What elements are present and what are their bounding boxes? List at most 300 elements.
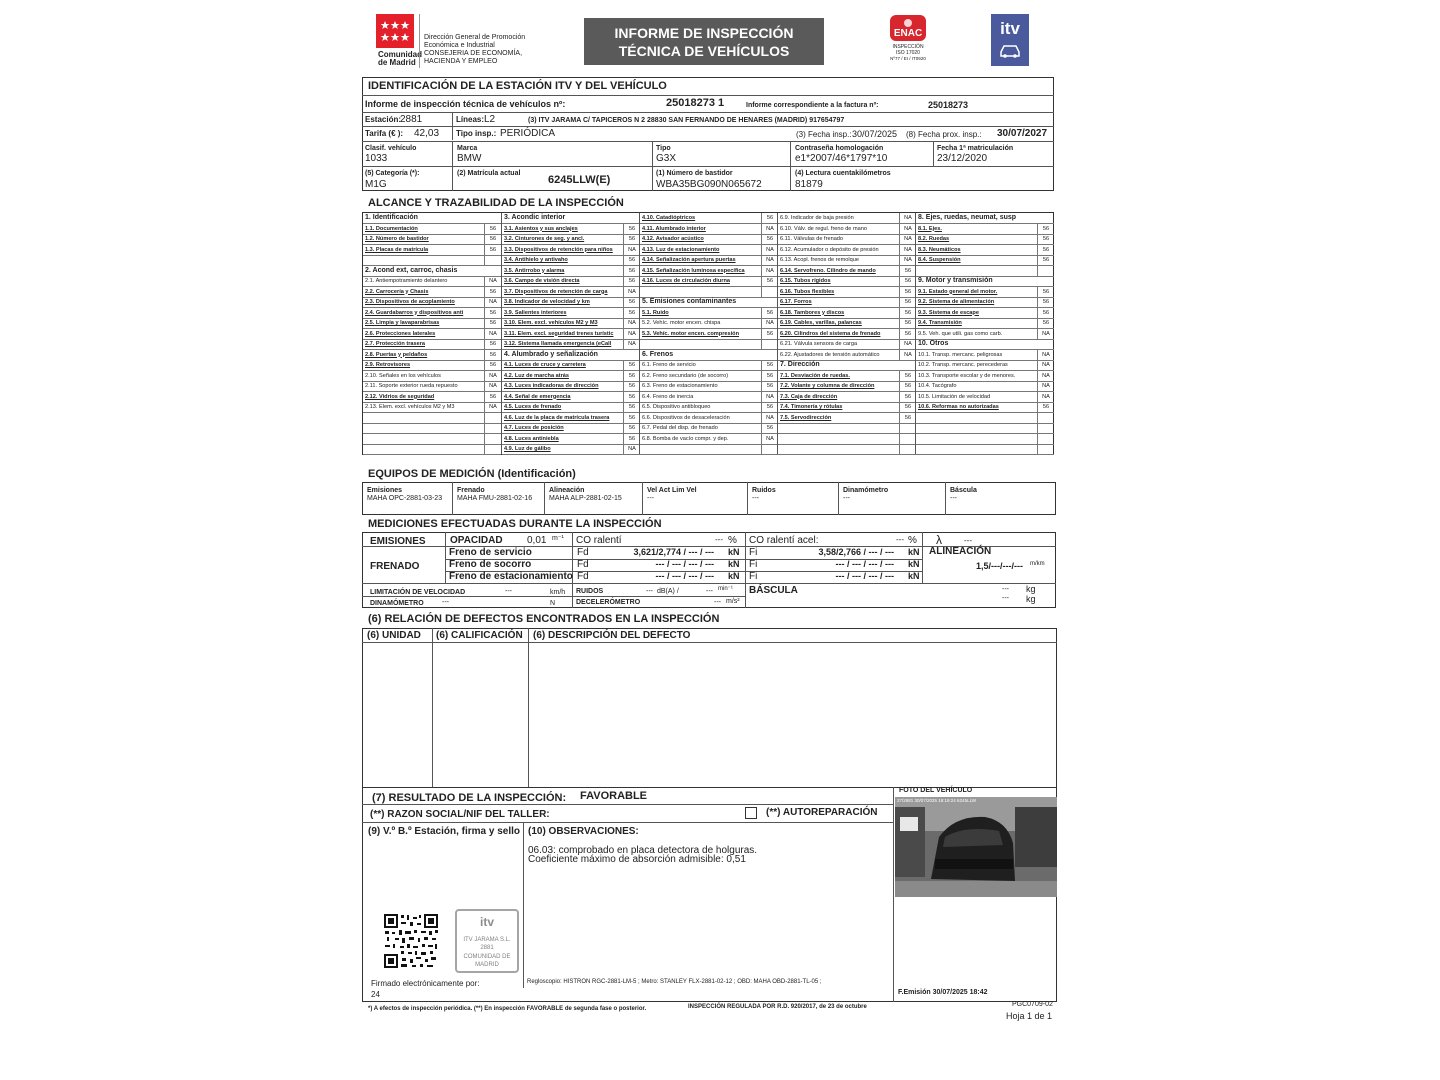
scope-item-label: 7. Dirección bbox=[780, 361, 820, 368]
lambda-label: λ bbox=[936, 533, 942, 547]
station-stamp bbox=[455, 909, 519, 973]
scope-item-label: 3.11. Elem. excl. seguridad trenes turístic bbox=[504, 330, 614, 337]
scope-item-label: 3.7. Dispositivos de retención de carga bbox=[504, 288, 608, 295]
brand-label: Marca bbox=[457, 145, 478, 152]
inspection-date-label: (3) Fecha insp.: bbox=[796, 130, 852, 139]
car-icon bbox=[998, 42, 1022, 58]
scope-item-label: 6.9. Indicador de baja presión bbox=[780, 215, 854, 221]
scope-item-result: 56 bbox=[761, 371, 778, 381]
brake-row-label: Freno de estacionamiento bbox=[449, 571, 573, 582]
scope-item-result: 56 bbox=[1037, 287, 1054, 297]
scope-item-result: 56 bbox=[623, 371, 640, 381]
scope-item-result bbox=[484, 444, 501, 454]
alignment-label: ALINEACIÓN bbox=[929, 546, 992, 557]
equipment-value: --- bbox=[647, 495, 654, 502]
scope-item-result: 56 bbox=[761, 234, 778, 244]
scope-item-label: 1.3. Placas de matrícula bbox=[365, 246, 429, 253]
dynamometer-label: DINAMÓMETRO bbox=[370, 600, 424, 607]
scope-item-result: 56 bbox=[623, 276, 640, 286]
photo-label: FOTO DEL VEHÍCULO bbox=[899, 787, 973, 794]
scope-item-label: 2.3. Dispositivos de acoplamiento bbox=[365, 299, 455, 305]
plate-value: 6245LLW(E) bbox=[548, 174, 611, 186]
speed-limit-value: --- bbox=[505, 588, 512, 595]
fi-value: --- / --- / --- / --- bbox=[835, 559, 894, 569]
scope-column bbox=[777, 213, 916, 454]
dynamometer-value: --- bbox=[442, 599, 449, 606]
scope-item-label: 9.2. Sistema de alimentación bbox=[918, 299, 995, 305]
tariff-label: Tarifa (€ ): bbox=[365, 129, 404, 138]
self-repair-checkbox[interactable] bbox=[745, 807, 757, 819]
scope-item-result: 56 bbox=[899, 287, 916, 297]
enac-text: ENAC bbox=[893, 28, 923, 39]
class-value: 1033 bbox=[365, 153, 388, 164]
scope-item-result: 56 bbox=[899, 318, 916, 328]
signed-label: Firmado electrónicamente por: bbox=[371, 979, 480, 988]
scope-item-result bbox=[484, 255, 501, 265]
scope-item-result: 56 bbox=[1037, 245, 1054, 255]
fd-label: Fd bbox=[577, 559, 589, 570]
scope-item-label: 9.3. Sistema de escape bbox=[918, 309, 979, 316]
scope-column bbox=[639, 213, 778, 454]
equipment-label: Frenado bbox=[457, 487, 485, 494]
scope-item-result: 56 bbox=[484, 224, 501, 234]
scope-item-result: NA bbox=[1037, 360, 1054, 370]
enac-sub1: INSPECCIÓN bbox=[892, 44, 924, 50]
scope-item-label: 4.7. Luces de posición bbox=[504, 425, 564, 431]
scope-item-result bbox=[1037, 434, 1054, 444]
observation-line1: 06.03: comprobado en placa detectora de holguras. bbox=[528, 845, 758, 856]
scope-item-label: 4.3. Luces indicadoras de dirección bbox=[504, 383, 599, 389]
measurements-title: MEDICIONES EFECTUADAS DURANTE LA INSPECCIÓN bbox=[368, 518, 662, 530]
dynamometer-unit: N bbox=[550, 600, 556, 607]
alignment-value: 1,5/---/---/--- bbox=[976, 561, 1023, 571]
scope-title: ALCANCE Y TRAZABILIDAD DE LA INSPECCIÓN bbox=[368, 197, 624, 209]
scope-item-result: 56 bbox=[623, 392, 640, 402]
scope-item-label: 4.10. Catadióptricos bbox=[642, 215, 696, 221]
decelerometer-unit: m/s² bbox=[726, 598, 740, 605]
report-title-line1: INFORME DE INSPECCIÓN bbox=[614, 25, 794, 41]
scope-item-result: NA bbox=[623, 287, 640, 297]
footer-page: Hoja 1 de 1 bbox=[1006, 1011, 1053, 1021]
scope-item-result: 56 bbox=[899, 371, 916, 381]
noise-rpm-unit: min⁻¹ bbox=[718, 586, 733, 592]
scope-item-label: 4.4. Señal de emergencia bbox=[504, 393, 571, 400]
scope-item-result: 56 bbox=[761, 213, 778, 223]
scope-item-result: 56 bbox=[899, 297, 916, 307]
opacity-unit: m⁻¹ bbox=[552, 535, 564, 542]
scope-item bbox=[363, 444, 501, 455]
scope-item-label: 2.7. Protección trasera bbox=[365, 341, 426, 347]
scope-item-label: 3.4. Antihielo y antivaho bbox=[504, 257, 568, 263]
co-idle-unit: % bbox=[728, 535, 737, 546]
scope-item-result: 56 bbox=[761, 423, 778, 433]
footer-code: PGC0709-02 bbox=[1012, 1001, 1053, 1008]
scope-item-result: NA bbox=[1037, 381, 1054, 391]
scope-item-label: 8.4. Suspensión bbox=[918, 257, 961, 263]
result-label: (7) RESULTADO DE LA INSPECCIÓN: bbox=[372, 792, 567, 804]
scope-item-result: NA bbox=[484, 381, 501, 391]
odometer-value: 81879 bbox=[795, 179, 823, 190]
scope-item-result: NA bbox=[1037, 371, 1054, 381]
lines-label: Líneas: bbox=[456, 115, 485, 124]
scope-item-label: 10.3. Transporte escolar y de menores. bbox=[918, 372, 1016, 379]
footer-regulation: INSPECCIÓN REGULADA POR R.D. 920/2017, de 23 de octubre bbox=[688, 1004, 867, 1010]
fi-label: Fi bbox=[749, 547, 758, 558]
lambda-value: --- bbox=[964, 536, 972, 545]
odometer-label: (4) Lectura cuentakilómetros bbox=[795, 170, 891, 177]
scope-item-label: 4.8. Luces antiniebla bbox=[504, 435, 559, 442]
org-name-line1: Comunidad bbox=[378, 50, 422, 59]
enac-sub3: Nº77 / EI / IT0920 bbox=[890, 56, 926, 61]
fi-unit: kN bbox=[908, 547, 920, 557]
scope-item-label: 6.14. Servofreno. Cilindro de mando bbox=[780, 267, 876, 274]
observation-line2: Coeficiente máximo de absorción admisible: 0,51 bbox=[528, 854, 746, 865]
scope-item-label: 6.12. Acumulador o depósito de presión bbox=[780, 246, 879, 253]
scope-item-result: NA bbox=[484, 276, 501, 286]
equipment-divider bbox=[747, 482, 748, 515]
defects-box bbox=[362, 628, 1057, 788]
opacity-label: OPACIDAD bbox=[450, 535, 503, 546]
scope-item-result: 56 bbox=[484, 318, 501, 328]
scope-item-label: 8.1. Ejes. bbox=[918, 225, 942, 232]
vehicle-photo bbox=[895, 797, 1057, 897]
scope-item-label: 2.8. Puertas y peldaños bbox=[365, 351, 428, 358]
scale-unit-1: kg bbox=[1026, 584, 1036, 594]
scope-item-result bbox=[761, 287, 778, 297]
scope-item-result: 56 bbox=[623, 266, 640, 276]
scope-item-result: 56 bbox=[899, 329, 916, 339]
scope-item-result: 56 bbox=[623, 402, 640, 412]
scope-item-label: 6.11. Válvulas de frenado bbox=[780, 236, 844, 242]
scope-item-result: 56 bbox=[1037, 402, 1054, 412]
scope-item-label: 8.3. Neumáticos bbox=[918, 246, 961, 253]
scope-column bbox=[915, 213, 1054, 454]
scope-item-result: 56 bbox=[761, 308, 778, 318]
inspection-date: 30/07/2025 bbox=[852, 129, 898, 139]
scope-item-result: 56 bbox=[1037, 234, 1054, 244]
fi-value: --- / --- / --- / --- bbox=[835, 571, 894, 581]
scope-item-result: NA bbox=[484, 402, 501, 412]
itv-logo-text: itv bbox=[1000, 19, 1020, 38]
braking-label: FRENADO bbox=[370, 561, 420, 572]
footer-note: *) A efectos de inspección periódica. (**) En inspección FAVORABLE de segunda fase o posterior. bbox=[368, 1006, 647, 1012]
equipment-value: --- bbox=[752, 495, 759, 502]
scope-item-label: 2.10. Señales en los vehículos bbox=[365, 372, 441, 379]
brake-row-label: Freno de socorro bbox=[449, 559, 532, 570]
scope-item-label: 4.13. Luz de estacionamiento bbox=[642, 246, 720, 253]
scope-item-label: 6.7. Pedal del disp. de frenado bbox=[642, 425, 718, 431]
scope-item-label: 6.15. Tubos rígidos bbox=[780, 278, 831, 284]
fi-label: Fi bbox=[749, 571, 758, 582]
next-inspection-label: (8) Fecha prox. insp.: bbox=[906, 130, 982, 139]
scope-item-result: 56 bbox=[623, 224, 640, 234]
fd-label: Fd bbox=[577, 571, 589, 582]
scope-item-label: 4.1. Luces de cruce y carretera bbox=[504, 362, 586, 368]
scope-item-result: 56 bbox=[899, 402, 916, 412]
fi-unit: kN bbox=[908, 571, 920, 581]
inspection-type: PERIÓDICA bbox=[500, 128, 556, 139]
noise-rpm-value: --- bbox=[706, 588, 713, 595]
scope-item-result bbox=[1037, 423, 1054, 433]
scope-item-result: 56 bbox=[623, 234, 640, 244]
fd-unit: kN bbox=[728, 559, 740, 569]
homologation-value: e1*2007/46*1797*10 bbox=[795, 153, 888, 164]
scope-item-label: 10.4. Tacógrafo bbox=[918, 383, 957, 389]
report-number-label: Informe de inspección técnica de vehículos nº: bbox=[365, 99, 566, 109]
plate-label: (2) Matrícula actual bbox=[457, 170, 521, 177]
vin-value: WBA35BG090N065672 bbox=[656, 179, 762, 190]
decelerometer-value: --- bbox=[714, 599, 721, 606]
scope-item-result: NA bbox=[899, 245, 916, 255]
scope-item-result bbox=[899, 434, 916, 444]
brand-value: BMW bbox=[457, 153, 482, 164]
scope-item-result: NA bbox=[899, 213, 916, 223]
scope-item-result: 56 bbox=[761, 329, 778, 339]
scope-item-label: 3.5. Antirrobo y alarma bbox=[504, 267, 565, 274]
equipment-label: Báscula bbox=[950, 487, 977, 494]
scope-item-result: 56 bbox=[1037, 318, 1054, 328]
scope-item-result: 56 bbox=[899, 276, 916, 286]
scope-item-label: 3.2. Cinturones de seg. y ancl. bbox=[504, 236, 585, 242]
scope-item-result bbox=[1037, 266, 1054, 276]
signed-by: 24 bbox=[371, 990, 380, 999]
scope-item-label: 6.21. Válvula sensora de carga bbox=[780, 341, 858, 347]
defects-col-rating: (6) CALIFICACIÓN bbox=[436, 630, 523, 641]
madrid-logo bbox=[376, 14, 414, 48]
equipment-divider bbox=[452, 482, 453, 515]
scope-item-result: NA bbox=[484, 297, 501, 307]
scope-item-result: 56 bbox=[1037, 255, 1054, 265]
scope-item-label: 6.2. Freno secundario (de socorro) bbox=[642, 372, 729, 379]
enac-sub2: ISO 17020 bbox=[896, 50, 920, 56]
scope-item-label: 3.1. Asientos y sus anclajes bbox=[504, 225, 578, 232]
scope-column bbox=[501, 213, 640, 454]
category-label: (5) Categoría (*): bbox=[365, 170, 420, 177]
scope-item-result: 56 bbox=[1037, 297, 1054, 307]
equipment-value: MAHA OPC-2881-03-23 bbox=[367, 495, 443, 502]
scope-item-result: NA bbox=[899, 224, 916, 234]
scope-item-result: NA bbox=[1037, 329, 1054, 339]
scope-item-result: NA bbox=[623, 329, 640, 339]
stamp-itv-mark: itv bbox=[479, 915, 494, 929]
scope-item bbox=[502, 444, 640, 455]
fd-unit: kN bbox=[728, 547, 740, 557]
inspection-type-label: Tipo insp.: bbox=[456, 129, 497, 138]
scope-item-result: 56 bbox=[623, 381, 640, 391]
scale-value-2: --- bbox=[1002, 595, 1009, 602]
fi-unit: kN bbox=[908, 559, 920, 569]
scope-item-result: 56 bbox=[761, 381, 778, 391]
co-accel-unit: % bbox=[908, 535, 917, 546]
scope-item-label: 7.5. Servodirección bbox=[780, 414, 832, 421]
equipment-divider bbox=[544, 482, 545, 515]
report-number: 25018273 1 bbox=[666, 97, 725, 109]
scope-item-label: 5. Emisiones contaminantes bbox=[642, 298, 737, 305]
equipment-label: Emisiones bbox=[367, 487, 403, 494]
equipment-title: EQUIPOS DE MEDICIÓN (Identificación) bbox=[368, 468, 576, 480]
stamp-line2: 2881 bbox=[480, 945, 494, 951]
lines-value: L2 bbox=[484, 114, 496, 125]
stamp-line4: MADRID bbox=[475, 962, 499, 968]
scope-item-result: 56 bbox=[623, 255, 640, 265]
scope-item-label: 4.12. Avisador acústico bbox=[642, 236, 704, 242]
brake-row-label: Freno de servicio bbox=[449, 547, 532, 558]
scope-item-result: 56 bbox=[484, 245, 501, 255]
scope-column bbox=[363, 213, 501, 454]
dept-line1: Dirección General de Promoción bbox=[424, 34, 526, 41]
scope-item-label: 4.6. Luz de la placa de matrícula trasera bbox=[504, 414, 610, 421]
vin-label: (1) Número de bastidor bbox=[656, 170, 733, 177]
scope-item-result: 56 bbox=[761, 360, 778, 370]
scope-item-label: 6.20. Cilindros del sistema de frenado bbox=[780, 330, 881, 337]
scope-item-label: 3. Acondic interior bbox=[504, 214, 566, 221]
first-registration-label: Fecha 1ª matriculación bbox=[937, 145, 1014, 152]
equipment-divider bbox=[838, 482, 839, 515]
scope-item-result: NA bbox=[484, 371, 501, 381]
dept-line2: Económica e Industrial bbox=[424, 42, 495, 49]
scope-item-result: NA bbox=[761, 318, 778, 328]
fd-label: Fd bbox=[577, 547, 589, 558]
equipment-label: Dinamómetro bbox=[843, 487, 889, 494]
self-repair-label: (**) AUTOREPARACIÓN bbox=[766, 807, 878, 818]
decelerometer-label: DECELERÓMETRO bbox=[576, 599, 641, 606]
scope-item-label: 2.13. Elem. excl. vehículos M2 y M3 bbox=[365, 404, 455, 410]
scope-item-result: 56 bbox=[623, 434, 640, 444]
scope-item-label: 5.3. Vehíc. motor encen. compresión bbox=[642, 330, 739, 337]
scope-item-result bbox=[484, 434, 501, 444]
co-accel-value: --- bbox=[896, 535, 904, 544]
next-inspection-date: 30/07/2027 bbox=[997, 128, 1048, 139]
scope-item-label: 3.8. Indicador de velocidad y km bbox=[504, 299, 590, 305]
scope-item-label: 8.2. Ruedas bbox=[918, 236, 950, 242]
scope-item-label: 10.2. Transp. mercanc. perecederas bbox=[918, 362, 1008, 368]
scope-item-label: 7.1. Desviación de ruedas. bbox=[780, 372, 850, 379]
scope-item-result: 56 bbox=[899, 392, 916, 402]
scope-item-result bbox=[761, 444, 778, 454]
emission-date: F.Emisión 30/07/2025 18:42 bbox=[898, 989, 988, 996]
scope-item-result: NA bbox=[484, 329, 501, 339]
scope-item-result: 56 bbox=[484, 339, 501, 349]
defects-col-unit: (6) UNIDAD bbox=[367, 630, 421, 641]
scope-item-result: NA bbox=[1037, 392, 1054, 402]
speed-unit: km/h bbox=[550, 589, 566, 596]
scope-item-label: 6.13. Acopl. frenos de remolque bbox=[780, 257, 859, 263]
scope-item-result bbox=[1037, 413, 1054, 423]
scope-item-label: 2.4. Guardabarros y dispositivos anti bbox=[365, 309, 464, 316]
scope-item-result: 56 bbox=[623, 308, 640, 318]
scope-item-label: 4.14. Señalización apertura puertas bbox=[642, 257, 736, 263]
report-title-line2: TÉCNICA DE VEHÍCULOS bbox=[618, 43, 790, 59]
class-label: Clasif. vehículo bbox=[365, 145, 417, 152]
first-registration-value: 23/12/2020 bbox=[937, 153, 988, 164]
stamp-line1: ITV JARAMA S.L. bbox=[463, 937, 511, 943]
fd-value: --- / --- / --- / --- bbox=[655, 559, 714, 569]
scope-item-label: 4.2. Luz de marcha atrás bbox=[504, 372, 569, 379]
category-value: M1G bbox=[365, 179, 387, 190]
scope-item-result: 56 bbox=[623, 360, 640, 370]
scope-item-result: 56 bbox=[623, 423, 640, 433]
scope-item-label: 3.6. Campo de visión directa bbox=[504, 278, 580, 284]
instruments-line: Regloscopio: HISTRON RGC-2881-LM-5 ; Metro: STANLEY FLX-2881-02-12 ; OBD: MAHA OBD-2881-TL-05 ; bbox=[527, 979, 822, 985]
scope-item-label: 1.1. Documentación bbox=[365, 225, 418, 232]
scope-item-result: 56 bbox=[484, 308, 501, 318]
fi-label: Fi bbox=[749, 559, 758, 570]
scope-item-result: 56 bbox=[484, 392, 501, 402]
equipment-label: Ruidos bbox=[752, 487, 776, 494]
report-title-banner bbox=[584, 18, 824, 65]
scope-item-result: NA bbox=[761, 255, 778, 265]
scope-item-result bbox=[484, 413, 501, 423]
scope-item-label: 7.4. Timonería y rótulas bbox=[780, 404, 843, 410]
scope-item-result bbox=[899, 423, 916, 433]
scope-item-label: 9. Motor y transmisión bbox=[918, 277, 993, 284]
defects-title: (6) RELACIÓN DE DEFECTOS ENCONTRADOS EN LA INSPECCIÓN bbox=[368, 613, 720, 625]
scope-item-result: 56 bbox=[899, 266, 916, 276]
scope-item-label: 1. Identificación bbox=[365, 214, 418, 221]
fd-unit: kN bbox=[728, 571, 740, 581]
scope-item-result: NA bbox=[899, 234, 916, 244]
scope-item-result bbox=[899, 444, 916, 454]
alignment-unit: m/km bbox=[1030, 561, 1045, 567]
equipment-value: --- bbox=[843, 495, 850, 502]
station-value: 2881 bbox=[400, 114, 423, 125]
noise-value: --- bbox=[646, 588, 653, 595]
scope-item-label: 4. Alumbrado y señalización bbox=[504, 350, 598, 358]
signature-label: (9) V.º B.º Estación, firma y sello bbox=[368, 826, 520, 837]
scope-item-result bbox=[484, 423, 501, 433]
scope-item-result: NA bbox=[761, 392, 778, 402]
scope-item-label: 4.11. Alumbrado interior bbox=[642, 225, 706, 232]
scope-item-label: 6. Frenos bbox=[642, 350, 674, 358]
scope-item-result: NA bbox=[761, 224, 778, 234]
scope-item-result: 56 bbox=[1037, 224, 1054, 234]
scope-item-label: 2. Acond ext, carroc, chasis bbox=[365, 266, 458, 274]
scope-item-label: 3.10. Elem. excl. vehículos M2 y M3 bbox=[504, 320, 598, 326]
invoice-label: Informe correspondiente a la factura nº: bbox=[746, 102, 879, 109]
scope-item-label: 2.9. Retrovisores bbox=[365, 362, 411, 368]
scope-item-result: 56 bbox=[761, 276, 778, 286]
scope-item-label: 5.2. Vehíc. motor encen. chispa bbox=[642, 320, 721, 326]
scope-item-result: 56 bbox=[899, 308, 916, 318]
stamp-line3: COMUNIDAD DE bbox=[463, 954, 511, 960]
scope-item-result bbox=[1037, 444, 1054, 454]
scope-item-result: 56 bbox=[484, 360, 501, 370]
scope-item-result: NA bbox=[761, 245, 778, 255]
fi-value: 3,58/2,766 / --- / --- bbox=[818, 547, 894, 557]
scope-item-label: 2.2. Carrocería y Chasis bbox=[365, 288, 429, 295]
scope-item-label: 9.5. Veh. que utili. gas como carb. bbox=[918, 330, 1003, 337]
equipment-value: MAHA FMU-2881-02-16 bbox=[457, 495, 533, 502]
scope-item-label: 6.10. Válv. de regul. freno de mano bbox=[780, 225, 867, 232]
result-value: FAVORABLE bbox=[580, 790, 648, 802]
org-name-line2: de Madrid bbox=[378, 58, 416, 67]
scope-item-result: 56 bbox=[899, 381, 916, 391]
scope-item-label: 2.11. Soporte exterior rueda repuesto bbox=[365, 383, 458, 389]
scope-item-label: 4.9. Luz de gálibo bbox=[504, 446, 551, 452]
scope-item-result: 56 bbox=[484, 350, 501, 360]
scope-item-label: 4.16. Luces de circulación diurna bbox=[642, 278, 730, 284]
scope-item-label: 6.22. Ajustadores de tensión automático bbox=[780, 351, 880, 358]
header-divider bbox=[419, 14, 420, 68]
station-label: Estación: bbox=[365, 115, 402, 124]
scope-item-label: 4.5. Luces de frenado bbox=[504, 404, 562, 410]
scope-item-result: NA bbox=[761, 413, 778, 423]
scope-item-label: 7.2. Volante y columna de dirección bbox=[780, 383, 875, 389]
scope-item-label: 8. Ejes, ruedas, neumat, susp bbox=[918, 214, 1017, 221]
fd-value: 3,621/2,774 / --- / --- bbox=[633, 547, 714, 557]
scope-item-result: NA bbox=[1037, 350, 1054, 360]
scope-item-label: 2.12. Vidrios de seguridad bbox=[365, 393, 435, 400]
